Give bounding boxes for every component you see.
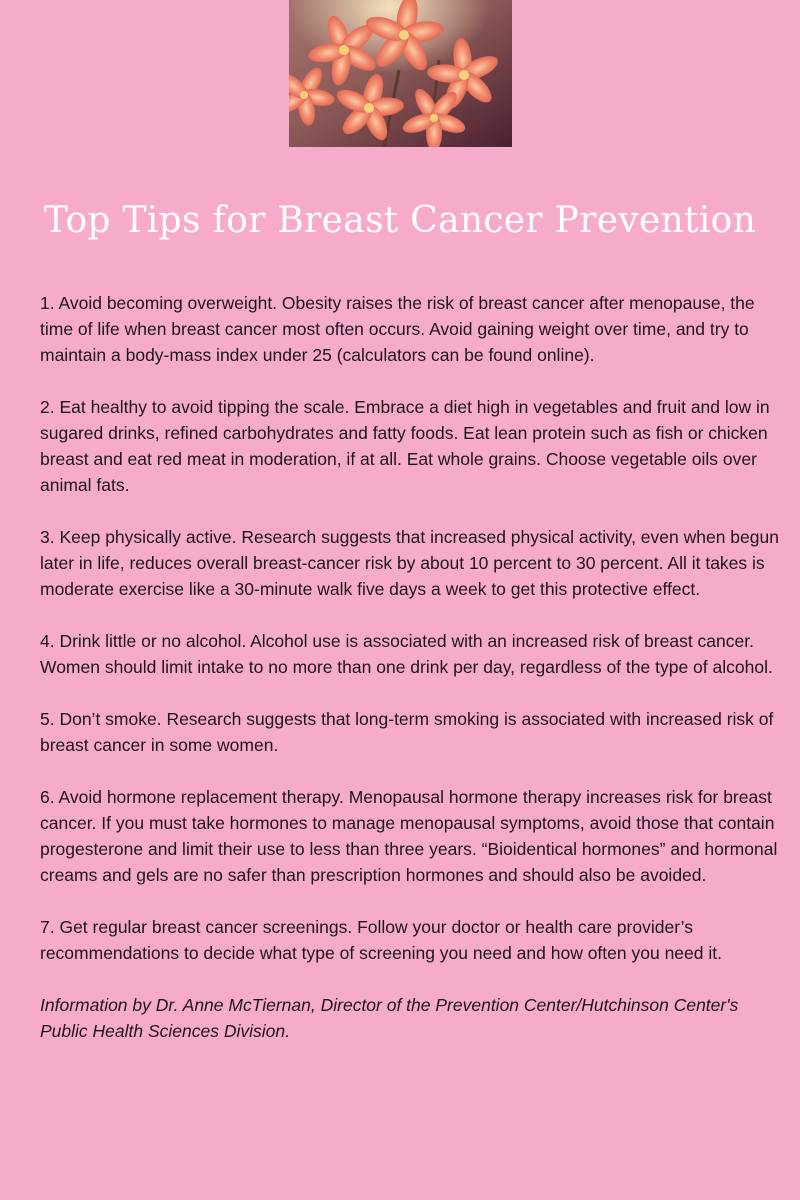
- tip-1: 1. Avoid becoming overweight. Obesity raises the risk of breast cancer after menopause, the time of life when breast cancer most often occurs. Avoid gaining weight over time, and try to maintain a body-mass index under 25 (calculators can be found online).: [40, 293, 755, 365]
- tip-2: 2. Eat healthy to avoid tipping the scale. Embrace a diet high in vegetables and fruit and low in sugared drinks, refined carbohydrates and fatty foods. Eat lean protein such as fish or chicken breast and eat red meat in moderation, if at all. Eat whole grains. Choose vegetable oils over animal fats.: [40, 397, 770, 495]
- tips-list: [40, 290, 785, 1044]
- tip-6: 6. Avoid hormone replacement therapy. Menopausal hormone therapy increases risk for breast cancer. If you must take hormones to manage menopausal symptoms, avoid those that contain progesterone and limit their use to less than three years. “Bioidentical hormones” and hormonal creams and gels are no safer than prescription hormones and should also be avoided.: [40, 787, 778, 885]
- flower-photo: [289, 0, 512, 147]
- credit-note: Information by Dr. Anne McTiernan, Director of the Prevention Center/Hutchinson Center's Public Health Sciences Division.: [40, 995, 739, 1041]
- tip-4: 4. Drink little or no alcohol. Alcohol use is associated with an increased risk of breast cancer. Women should limit intake to no more than one drink per day, regardless of the type of alcohol.: [40, 631, 773, 677]
- tip-7: 7. Get regular breast cancer screenings. Follow your doctor or health care provider’s recommendations to decide what type of screening you need and how often you need it.: [40, 917, 722, 963]
- page-title: Top Tips for Breast Cancer Prevention: [43, 200, 757, 241]
- flower-photo-icon: [289, 0, 512, 147]
- tip-5: 5. Don’t smoke. Research suggests that long-term smoking is associated with increased risk of breast cancer in some women.: [40, 709, 774, 755]
- tip-3: 3. Keep physically active. Research suggests that increased physical activity, even when begun later in life, reduces overall breast-cancer risk by about 10 percent to 30 percent. All it takes is moderate exercise like a 30-minute walk five days a week to get this protective effect.: [40, 527, 779, 599]
